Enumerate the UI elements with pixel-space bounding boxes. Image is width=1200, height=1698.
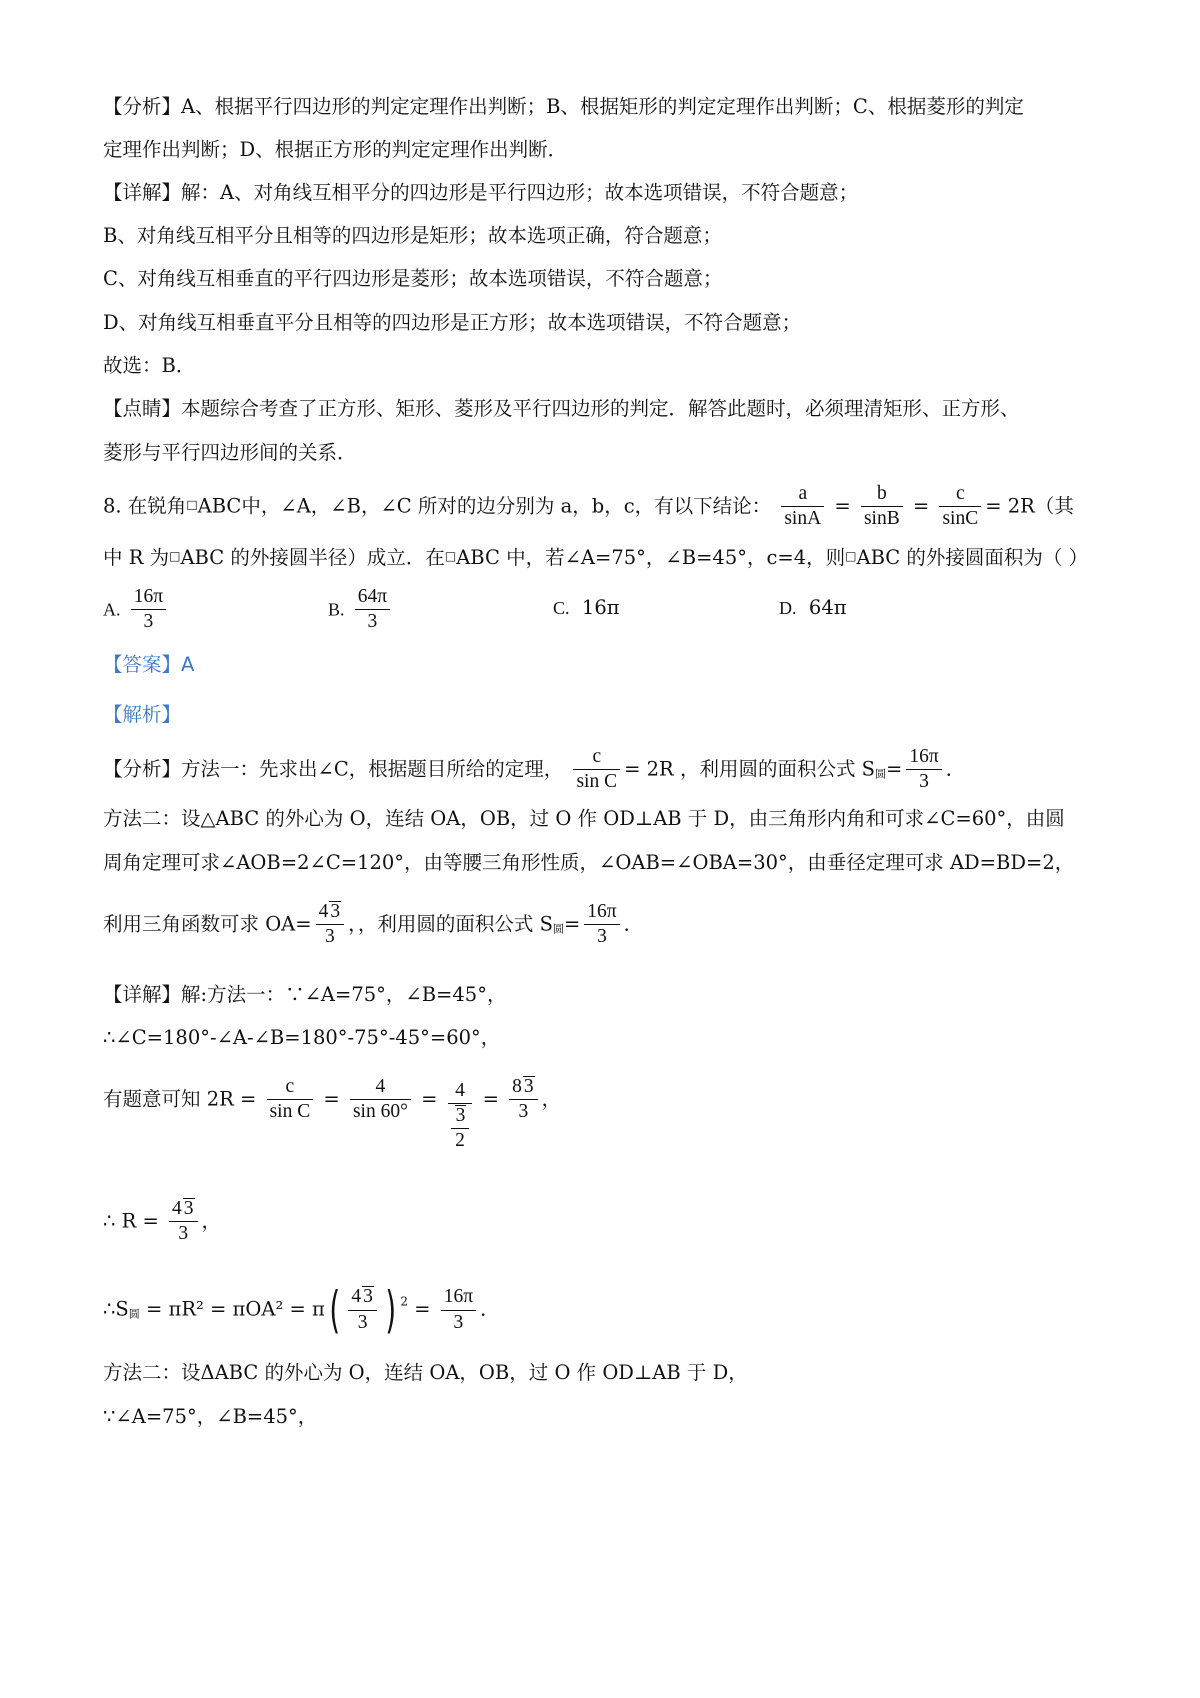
detail2-s-line: ∴S圆 = πR² = πOA² = π( $\frac{4 3}{3}$ ) $^2$ = $\frac{16\pi}{3}$ ． bbox=[103, 1281, 500, 1339]
option-d: D. 64π bbox=[779, 596, 847, 619]
option-b: B. $\frac{64\pi}{3}$ bbox=[328, 585, 394, 635]
question-8-line-1: 8. 在锐角□ABC中，∠A，∠B，∠C 所对的边分别为 a，b，c，有以下结论： $\frac{a}{\sin A}$ = $\frac{b}{\sin B}$ = $\frac{c}{\sin C}$ = 2R（其 bbox=[103, 482, 1074, 532]
analysis-line-1: 【分析】A、根据平行四边形的判定定理作出判断；B、根据矩形的判定定理作出判断；C、根据菱形的判定 bbox=[103, 95, 1024, 118]
detail2-line-1: 【详解】解:方法一：∵∠A=75°，∠B=45°， bbox=[103, 983, 507, 1006]
answer-line: 【答案】A bbox=[103, 653, 195, 676]
detail-line-2: B、对角线互相平分且相等的四边形是矩形；故本选项正确，符合题意； bbox=[103, 224, 722, 247]
option-c: C. 16π bbox=[553, 596, 620, 619]
detail2-line-2: ∴∠C=180°-∠A-∠B=180°-75°-45°=60°， bbox=[103, 1026, 501, 1049]
fraction-b-sinB: $\frac{b}{\sin B}$ bbox=[861, 482, 903, 532]
question-8-line-2: 中 R 为□ABC 的外接圆半径）成立．在□ABC 中，若∠A=75°，∠B=45°，c=4，则□ABC 的外接圆面积为（ ） bbox=[103, 546, 1089, 569]
analysis2-line-1: 【分析】方法一：先求出∠C，根据题目所给的定理， $\frac{c}{\text{sin C}}$ = 2R ，利用圆的面积公式 S圆= $\frac{16\pi}{3}$ ． bbox=[103, 746, 966, 793]
detail-line-3: C、对角线互相垂直的平行四边形是菱形；故本选项错误，不符合题意； bbox=[103, 267, 723, 290]
analysis2-line-2: 方法二：设△ABC 的外心为 O，连结 OA，OB，过 O 作 OD⊥AB 于 D，由三角形内角和可求∠C=60°，由圆 bbox=[103, 807, 1065, 830]
detail2-r-line: ∴ R = $\frac{4 3}{3}$ ， bbox=[103, 1198, 222, 1245]
analysis-line-2: 定理作出判断；D、根据正方形的判定定理作出判断． bbox=[103, 138, 568, 161]
comment-line-2: 菱形与平行四边形间的关系． bbox=[103, 441, 357, 464]
fraction-a-sinA: $\frac{a}{\sin A}$ bbox=[781, 482, 824, 532]
detail-line-4: D、对角线互相垂直平分且相等的四边形是正方形；故本选项错误，不符合题意； bbox=[103, 311, 802, 334]
detail2-method2-line: 方法二：设ΔABC 的外心为 O，连结 OA，OB，过 O 作 OD⊥AB 于 D， bbox=[103, 1361, 748, 1384]
analysis2-line-3: 周角定理可求∠AOB=2∠C=120°，由等腰三角形性质，∠OAB=∠OBA=30°，由垂径定理可求 AD=BD=2， bbox=[103, 851, 1075, 874]
detail2-line-3: 有题意可知 2R = $\frac{c}{\text{sin C}}$ = $\frac{4}{\sin 60^\circ}$ = $\frac{4}{\frac{3}{2}}$ = $\frac{8 3}{3}$ ， bbox=[103, 1076, 562, 1152]
option-a: A. $\frac{16\pi}{3}$ bbox=[103, 585, 170, 635]
detail-line-5: 故选：B． bbox=[103, 354, 196, 377]
fraction-c-sinC: $\frac{c}{\sin C}$ bbox=[939, 482, 981, 532]
detail-line-1: 【详解】解：A、对角线互相平分的四边形是平行四边形；故本选项错误，不符合题意； bbox=[103, 181, 859, 204]
jiexi-label: 【解析】 bbox=[103, 703, 182, 726]
detail2-method2-line-2: ∵∠A=75°，∠B=45°， bbox=[103, 1405, 318, 1428]
comment-line-1: 【点睛】本题综合考查了正方形、矩形、菱形及平行四边形的判定．解答此题时，必须理清矩形、正方形、 bbox=[103, 397, 1020, 420]
analysis2-line-4: 利用三角函数可求 OA= $\frac{4 3}{3}$ ，，利用圆的面积公式 S圆= $\frac{16\pi}{3}$ ． bbox=[103, 901, 644, 948]
